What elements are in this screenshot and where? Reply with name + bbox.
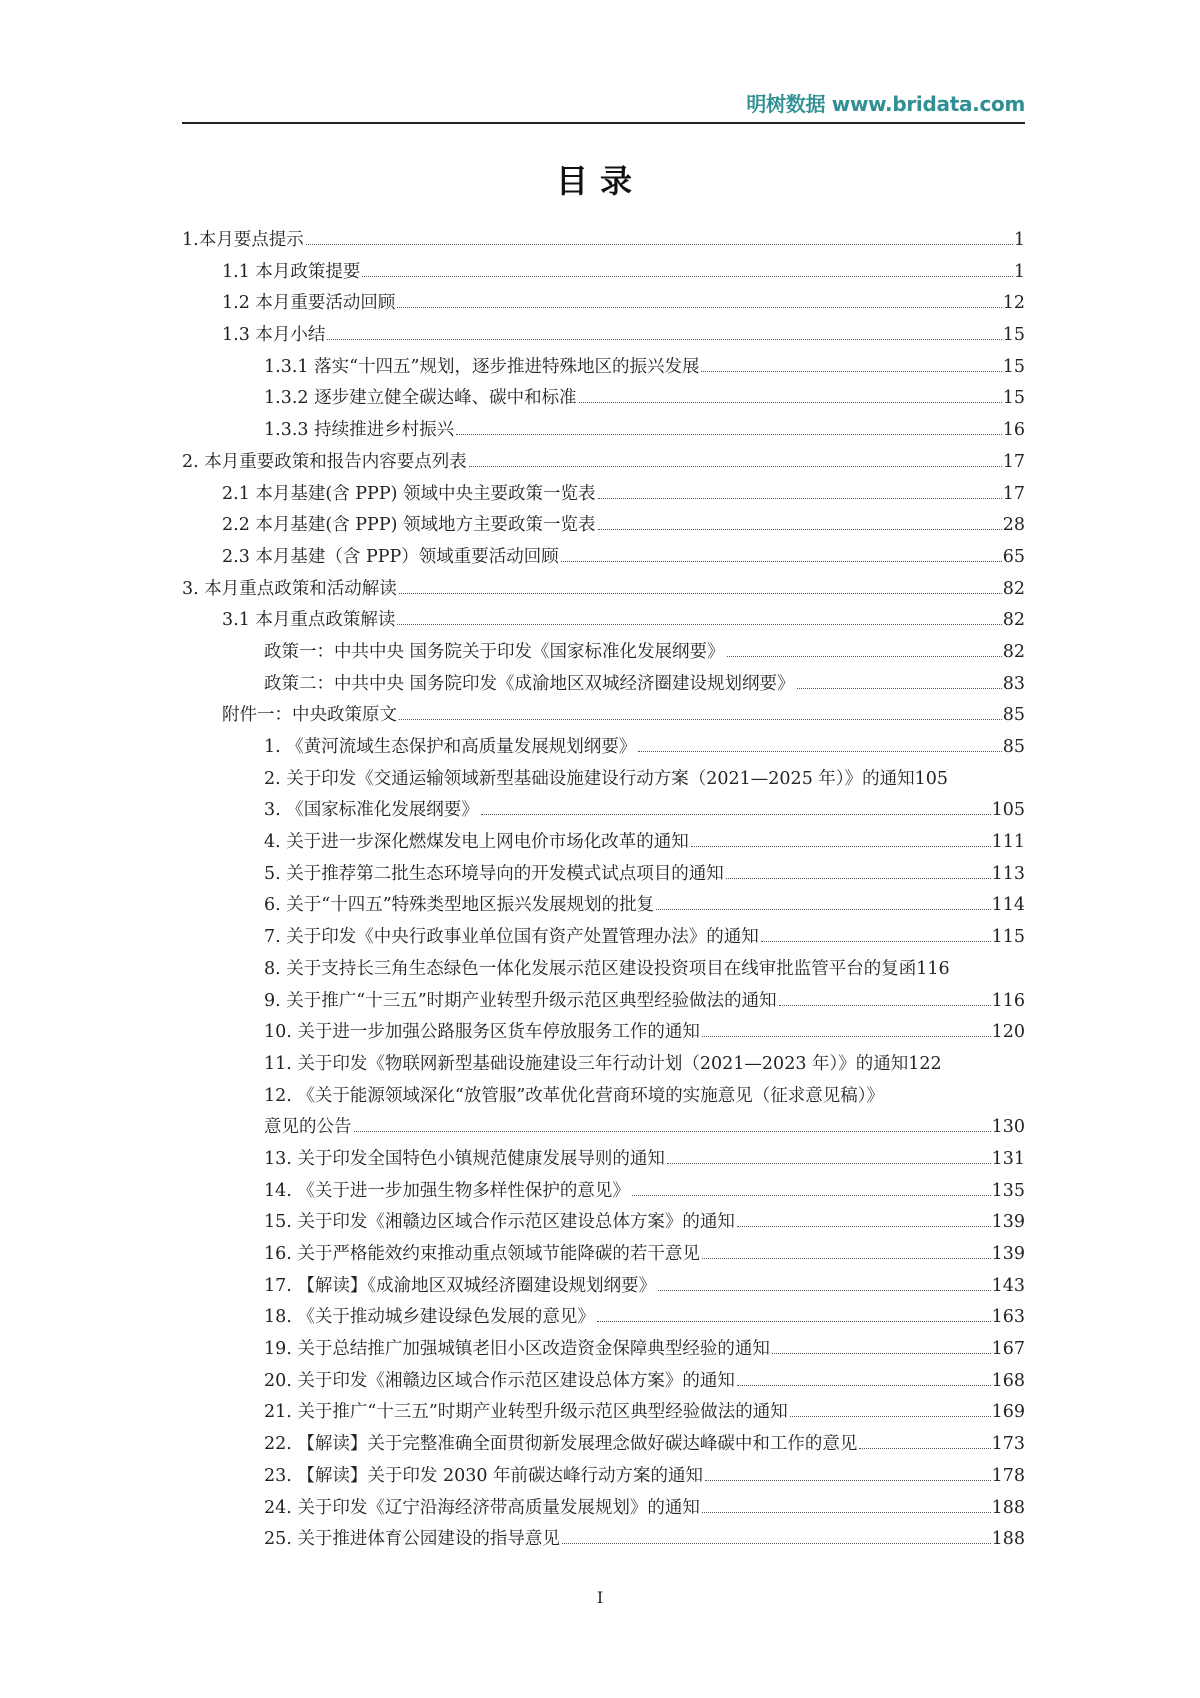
dot-leader [598,498,1002,499]
toc-entry-page: 114 [991,895,1025,916]
toc-entry[interactable] [182,226,1025,258]
toc-entry-title: 3.1 本月重点政策解读 [222,610,396,631]
dot-leader [597,1321,991,1322]
dot-leader [790,1416,991,1417]
toc-entry[interactable] [182,511,1025,543]
toc-entry-page: 85 [1002,705,1025,726]
toc-entry-title: 11. 关于印发《物联网新型基础设施建设三年行动计划（2021—2023 年）》的通知 [264,1053,909,1074]
toc-entry-page: 116 [991,990,1025,1011]
table-of-contents [182,226,1025,1557]
dot-leader [397,307,1001,308]
toc-entry-page: 139 [991,1244,1025,1264]
toc-entry-title: 14. 《关于进一步加强生物多样性保护的意见》 [264,1180,630,1201]
dot-leader [306,244,1013,245]
toc-entry[interactable] [182,638,1025,670]
toc-entry-page: 167 [991,1339,1025,1360]
toc-entry-page: 17 [1002,451,1025,472]
toc-entry[interactable] [182,1398,1025,1430]
dot-leader [702,1512,991,1513]
dot-leader [354,1131,991,1132]
dot-leader [702,1036,991,1037]
dot-leader [667,1163,991,1164]
dot-leader [702,1258,991,1259]
toc-entry-title: 1.3.2 逐步建立健全碳达峰、碳中和标准 [264,388,577,409]
page-title: 目录 [555,162,644,200]
toc-entry-title: 9. 关于推广“十三五”时期产业转型升级示范区典型经验做法的通知 [264,990,777,1011]
toc-entry[interactable] [182,923,1025,955]
header-brand: 明树数据 www.bridata.com [746,92,1025,116]
toc-entry[interactable] [182,733,1025,765]
toc-entry-page: 83 [1002,673,1025,694]
toc-entry-title: 6. 关于“十四五”特殊类型地区振兴发展规划的批复 [264,895,655,916]
dot-leader [561,561,1002,562]
toc-entry-title: 2.3 本月基建（含 PPP）领域重要活动回顾 [222,546,559,567]
toc-entry-title: 10. 关于进一步加强公路服务区货车停放服务工作的通知 [264,1022,700,1043]
toc-entry-title: 7. 关于印发《中央行政事业单位国有资产处置管理办法》的通知 [264,927,759,948]
toc-entry-title: 1.3 本月小结 [222,325,326,346]
dot-leader [761,941,991,942]
toc-entry-page: 113 [991,863,1025,884]
dot-leader [397,624,1001,625]
page-number: I [596,1588,604,1607]
dot-leader [481,814,991,815]
toc-entry-title: 15. 关于印发《湘赣边区域合作示范区建设总体方案》的通知 [264,1212,735,1233]
toc-entry-title: 20. 关于印发《湘赣边区域合作示范区建设总体方案》的通知 [264,1370,735,1391]
toc-entry[interactable] [182,258,1025,290]
toc-entry[interactable] [182,480,1025,512]
toc-entry[interactable] [182,828,1025,860]
toc-entry-title: 17. 【解读】《成渝地区双城经济圈建设规划纲要》 [264,1275,657,1296]
toc-entry-page: 163 [991,1307,1025,1328]
dot-leader [859,1448,990,1449]
toc-entry[interactable] [182,606,1025,638]
dot-leader [705,1480,991,1481]
toc-entry[interactable] [182,448,1025,480]
toc-entry-page: 1 [1013,261,1025,282]
toc-entry[interactable] [182,1082,1025,1114]
toc-entry-page: 16 [1002,420,1025,441]
toc-entry-title: 18. 《关于推动城乡建设绿色发展的意见》 [264,1307,595,1328]
dot-leader [562,1543,991,1544]
toc-entry[interactable] [182,289,1025,321]
toc-entry-page: 1 [1013,230,1025,250]
toc-entry[interactable] [182,1367,1025,1399]
toc-entry[interactable] [182,701,1025,733]
toc-entry-title: 2.1 本月基建(含 PPP) 领域中央主要政策一览表 [222,483,596,504]
toc-entry-page: 130 [991,1117,1025,1138]
dot-leader [469,466,1002,467]
toc-entry[interactable] [182,575,1025,607]
dot-leader [737,1226,991,1227]
toc-entry[interactable] [182,1272,1025,1304]
toc-entry[interactable] [182,1303,1025,1335]
toc-entry-title: 2.2 本月基建(含 PPP) 领域地方主要政策一览表 [222,515,596,536]
toc-entry-title: 16. 关于严格能效约束推动重点领域节能降碳的若干意见 [264,1244,700,1264]
toc-entry-title: 22. 【解读】关于完整准确全面贯彻新发展理念做好碳达峰碳中和工作的意见 [264,1434,858,1455]
toc-entry-title: 1.1 本月政策提要 [222,261,361,282]
toc-entry[interactable] [182,353,1025,385]
toc-entry-title: 1.3.1 落实“十四五”规划，逐步推进特殊地区的振兴发展 [264,356,700,377]
toc-entry-title: 政策一：中共中央 国务院关于印发《国家标准化发展纲要》 [264,641,725,662]
dot-leader [701,371,1001,372]
toc-entry-title: 2. 本月重要政策和报告内容要点列表 [182,451,467,472]
dot-leader [399,719,1002,720]
toc-entry-title: 5. 关于推荐第二批生态环境导向的开发模式试点项目的通知 [264,863,724,884]
toc-entry-page: 139 [991,1212,1025,1233]
toc-entry[interactable] [182,987,1025,1019]
toc-entry-page: 135 [991,1180,1025,1201]
dot-leader [797,688,1002,689]
toc-entry-title: 1.2 本月重要活动回顾 [222,293,396,314]
toc-entry[interactable] [182,1208,1025,1240]
dot-leader [691,846,991,847]
toc-entry-page: 17 [1002,483,1025,504]
dot-leader [579,402,1002,403]
toc-entry-title: 1.本月要点提示 [182,230,304,250]
toc-entry[interactable] [182,1050,1025,1082]
toc-entry-page: 116 [916,958,950,979]
toc-entry-page: 143 [991,1275,1025,1296]
dot-leader [362,276,1012,277]
toc-entry-page: 15 [1002,356,1025,377]
toc-entry-title: 3. 本月重点政策和活动解读 [182,578,397,599]
dot-leader [399,593,1002,594]
toc-entry-page: 82 [1002,578,1025,599]
dot-leader [726,878,991,879]
toc-entry[interactable] [182,321,1025,353]
toc-entry[interactable] [182,1018,1025,1050]
toc-entry-page: 120 [991,1022,1025,1043]
toc-entry-page: 105 [991,800,1025,821]
toc-entry-title: 意见的公告 [264,1117,352,1138]
toc-entry[interactable] [182,1177,1025,1209]
toc-entry[interactable] [182,670,1025,702]
toc-entry-title: 1. 《黄河流域生态保护和高质量发展规划纲要》 [264,737,637,757]
toc-entry-page: 168 [991,1370,1025,1391]
toc-entry[interactable] [182,543,1025,575]
toc-entry-page: 188 [991,1529,1025,1550]
toc-entry[interactable] [182,416,1025,448]
toc-entry[interactable] [182,1240,1025,1272]
dot-leader [656,909,990,910]
toc-entry-page: 131 [991,1148,1025,1169]
toc-entry[interactable] [182,1430,1025,1462]
toc-entry[interactable] [182,765,1025,797]
toc-entry[interactable] [182,955,1025,987]
toc-entry[interactable] [182,1525,1025,1557]
toc-entry-page: 111 [991,832,1025,853]
toc-entry-title: 3. 《国家标准化发展纲要》 [264,800,479,821]
toc-entry-page: 105 [914,768,949,789]
toc-entry-page: 15 [1002,388,1025,409]
toc-entry[interactable] [182,1494,1025,1526]
toc-entry[interactable] [182,1335,1025,1367]
toc-entry-title: 4. 关于进一步深化燃煤发电上网电价市场化改革的通知 [264,832,689,853]
dot-leader [327,339,1001,340]
dot-leader [598,529,1002,530]
dot-leader [638,751,1001,752]
toc-entry-page: 188 [991,1497,1025,1518]
toc-entry-page: 15 [1002,325,1025,346]
toc-entry-title: 8. 关于支持长三角生态绿色一体化发展示范区建设投资项目在线审批监管平台的复函 [264,958,917,979]
dot-leader [727,656,1002,657]
toc-entry[interactable] [182,891,1025,923]
toc-entry-page: 12 [1002,293,1025,314]
dot-leader [632,1195,991,1196]
toc-entry-title: 12. 《关于能源领域深化“放管服”改革优化营商环境的实施意见（征求意见稿）》 [264,1085,885,1106]
toc-entry[interactable] [182,860,1025,892]
toc-entry-title: 19. 关于总结推广加强城镇老旧小区改造资金保障典型经验的通知 [264,1339,770,1360]
toc-entry-page: 85 [1002,737,1025,757]
toc-entry-page: 178 [991,1465,1025,1486]
toc-entry-page: 82 [1002,641,1025,662]
toc-entry[interactable] [182,1462,1025,1494]
toc-entry[interactable] [182,796,1025,828]
toc-entry[interactable] [182,1113,1025,1145]
toc-entry-page: 122 [908,1053,942,1074]
toc-entry-title: 1.3.3 持续推进乡村振兴 [264,420,455,441]
dot-leader [779,1005,991,1006]
toc-entry-title: 13. 关于印发全国特色小镇规范健康发展导则的通知 [264,1148,665,1169]
toc-entry-page: 169 [991,1402,1025,1423]
toc-entry-page: 82 [1002,610,1025,631]
toc-entry-title: 政策二：中共中央 国务院印发《成渝地区双城经济圈建设规划纲要》 [264,673,795,694]
dot-leader [772,1353,991,1354]
toc-entry[interactable] [182,384,1025,416]
dot-leader [658,1290,990,1291]
toc-entry-title: 21. 关于推广“十三五”时期产业转型升级示范区典型经验做法的通知 [264,1402,788,1423]
toc-entry[interactable] [182,1145,1025,1177]
toc-entry-page: 115 [991,927,1025,948]
toc-entry-title: 25. 关于推进体育公园建设的指导意见 [264,1529,560,1550]
toc-entry-title: 23. 【解读】关于印发 2030 年前碳达峰行动方案的通知 [264,1465,704,1486]
toc-entry-title: 2. 关于印发《交通运输领域新型基础设施建设行动方案（2021—2025 年）》的通知 [264,768,915,789]
dot-leader [737,1385,991,1386]
header-divider [182,122,1025,124]
toc-entry-page: 65 [1002,546,1025,567]
toc-entry-title: 附件一：中央政策原文 [222,705,397,726]
dot-leader [456,434,1002,435]
toc-entry-page: 173 [991,1434,1025,1455]
toc-entry-page: 28 [1002,515,1025,536]
toc-entry-title: 24. 关于印发《辽宁沿海经济带高质量发展规划》的通知 [264,1497,700,1518]
